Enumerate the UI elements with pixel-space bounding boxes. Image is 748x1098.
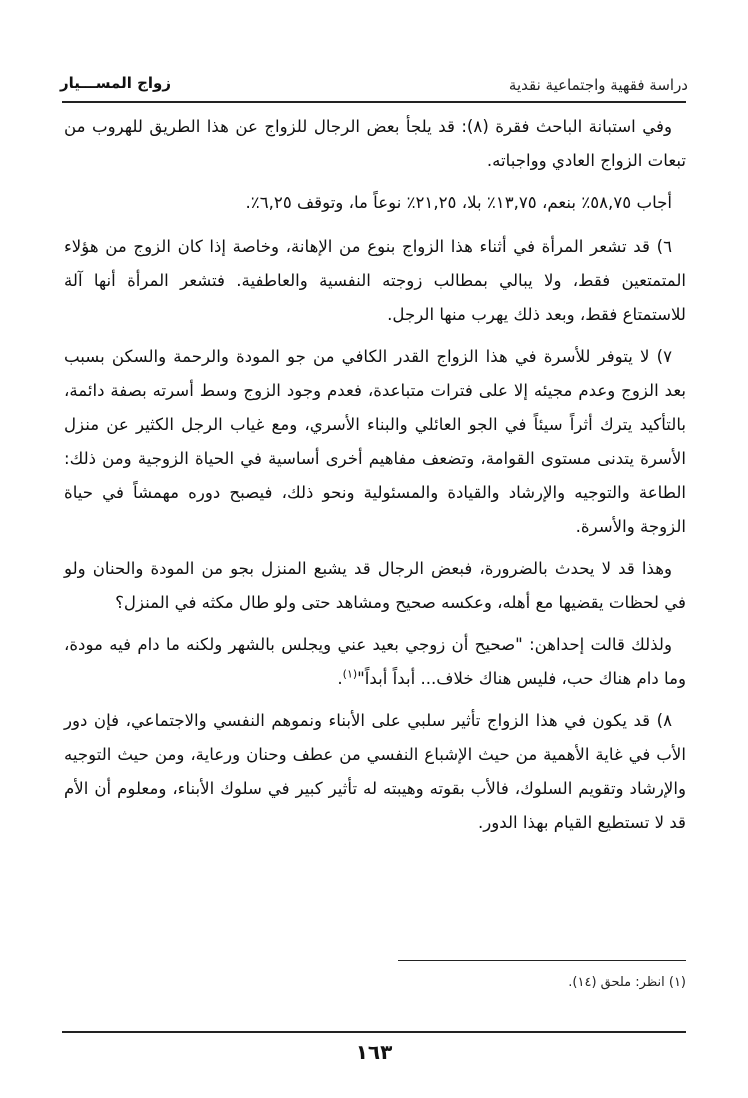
paragraph-point-6: ٦) قد تشعر المرأة في أثناء هذا الزواج بنوع من الإهانة، وخاصة إذا كان الزوج من هؤلاء المتمتعين فقط، ولا يبالي بمطالب زوجته النفسية والعاطفية. فتشعر المرأة أنها آلة للاستمتاع فقط، وبعد ذلك يهرب منها الرجل. [64, 237, 686, 324]
paragraph-quote [64, 628, 686, 696]
paragraph-survey: وفي استبانة الباحث فقرة (٨): قد يلجأ بعض الرجال للزواج عن هذا الطريق للهروب من تبعات الزواج العادي وواجباته. [64, 117, 686, 170]
paragraph-survey-results: أجاب ٥٨,٧٥٪ بنعم، ١٣,٧٥٪ بلا، ٢١,٢٥٪ نوعاً ما، وتوقف ٦,٢٥٪. [245, 193, 672, 212]
header-rule [62, 101, 686, 103]
running-header [60, 70, 688, 100]
paragraph-point-8: ٨) قد يكون في هذا الزواج تأثير سلبي على الأبناء ونموهم النفسي والاجتماعي، فإن دور الأب في غاية الأهمية من حيث الإشباع النفسي من عطف وحنان ورعاية، ومن حيث التوجيه والإرشاد وتقويم السلوك، فالأب بقوته وهيبته له تأثير كبير في سلوك الأبناء، ومعلوم أن الأم قد لا تستطيع القيام بهذا الدور. [64, 711, 686, 832]
footnote: (١) انظر: ملحق (١٤). [568, 975, 686, 990]
quote-end: . [337, 669, 343, 688]
footer-rule [62, 1031, 686, 1033]
paragraph-point-7: ٧) لا يتوفر للأسرة في هذا الزواج القدر الكافي من جو المودة والرحمة والسكن بسبب بعد الزوج وعدم مجيئه إلا على فترات متباعدة، فعدم وجود الزوج وسط أسرته بصفة دائمة، بالتأكيد يترك أثراً سيئاً في الجو العائلي والبناء الأسري، ومع غياب الرجل الكثير عن منزل الأسرة يتدنى مستوى القوامة، وتضعف مفاهيم أخرى أساسية في الحياة الزوجية ومن ذلك: الطاعة والتوجيه والإرشاد والقيادة والمسئولية ونحو ذلك، فيصبح دوره مهمشاً في حياة الزوجة والأسرة. [64, 347, 686, 536]
header-book-title: زواج المســـيار [60, 74, 171, 92]
footnote-rule [398, 960, 686, 961]
paragraph-counterpoint: وهذا قد لا يحدث بالضرورة، فبعض الرجال قد يشبع المنزل بجو من المودة والحنان ولو في لحظات يقضيها مع أهله، وعكسه صحيح ومشاهد حتى ولو طال مكثه في المنزل؟ [64, 559, 686, 612]
header-subtitle: دراسة فقهية واجتماعية نقدية [508, 76, 688, 94]
body-text [64, 110, 686, 848]
quote-text: ولذلك قالت إحداهن: "صحيح أن زوجي بعيد عني ويجلس بالشهر ولكنه ما دام فيه مودة، وما دام هناك حب، فليس هناك خلاف... أبداً أبداً" [64, 635, 686, 688]
footnote-reference[interactable]: (١) [342, 667, 358, 681]
page-number: ١٦٣ [355, 1040, 393, 1064]
